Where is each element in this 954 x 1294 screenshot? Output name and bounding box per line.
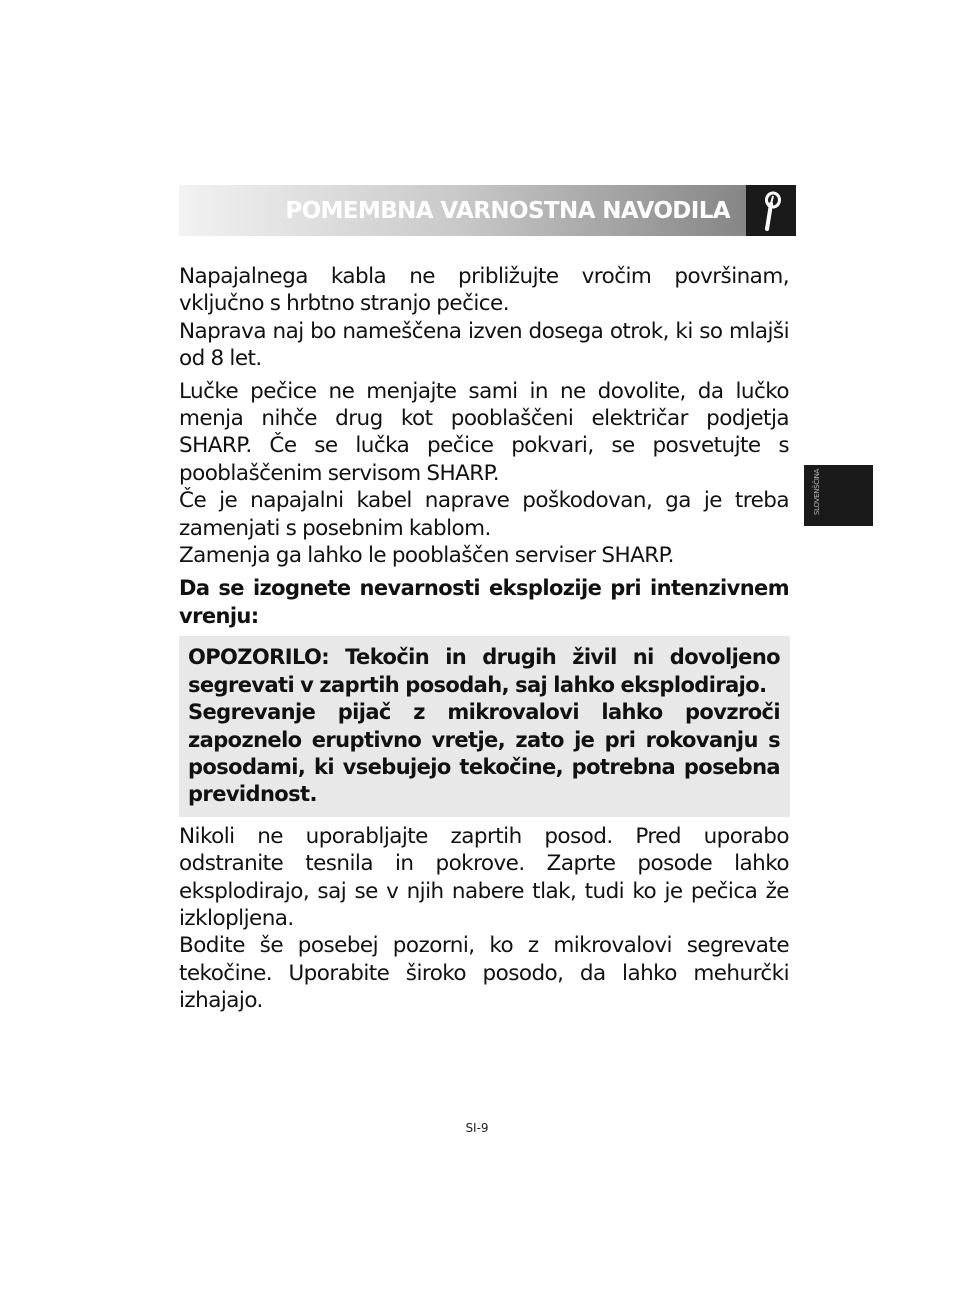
warning-text-1: OPOZORILO: Tekočin in drugih živil ni dovoljeno segrevati v zaprtih posodah, saj lahko eksplodirajo.: [188, 645, 780, 697]
info-icon: [758, 190, 784, 232]
warning-box: [179, 636, 790, 816]
paragraph-liquids: Bodite še posebej pozorni, ko z mikrovalovi segrevate tekočine. Uporabite široko posodo, da lahko mehurčki izhajajo.: [179, 933, 789, 1014]
warning-text-2: Segrevanje pijač z mikrovalovi lahko povzroči zapoznelo eruptivno vretje, zato je pri rokovanju s posodami, ki vsebujejo tekočine, potrebna posebna previdnost.: [188, 700, 780, 807]
section-title: POMEMBNA VARNOSTNA NAVODILA: [285, 198, 730, 224]
paragraph-closed-containers: Nikoli ne uporabljajte zaprtih posod. Pred uporabo odstranite tesnila in pokrove. Zaprte posode lahko eksplodirajo, saj se v njih nabere tlak, tudi ko je pečica že izklopljena.: [179, 823, 789, 931]
paragraph-serviser: Zamenja ga lahko le pooblaščen serviser SHARP.: [179, 543, 674, 569]
explosion-heading: Da se izognete nevarnosti eksplozije pri intenzivnem vrenju:: [179, 576, 789, 628]
info-icon-box: [746, 185, 796, 236]
language-tab-label: SLOVENŠČINA: [813, 468, 821, 515]
paragraph-damaged-cable: Če je napajalni kabel naprave poškodovan, ga je treba zamenjati s posebnim kablom.: [179, 488, 789, 541]
language-tab: [804, 465, 873, 526]
page-number: SI-9: [465, 1121, 489, 1135]
paragraph-children: Naprava naj bo nameščena izven dosega otrok, ki so mlajši od 8 let.: [179, 318, 789, 372]
paragraph-lamp: Lučke pečice ne menjajte sami in ne dovolite, da lučko menja nihče drug kot pooblaščeni električar podjetja SHARP. Če se lučka pečice pokvari, se posvetujte s pooblaščenim servisom SHARP.: [179, 378, 789, 486]
paragraph-power-cable: Napajalnega kabla ne približujte vročim površinam, vključno s hrbtno stranjo pečice.: [179, 264, 789, 317]
section-header: [179, 185, 796, 236]
main-content: [179, 263, 789, 1015]
